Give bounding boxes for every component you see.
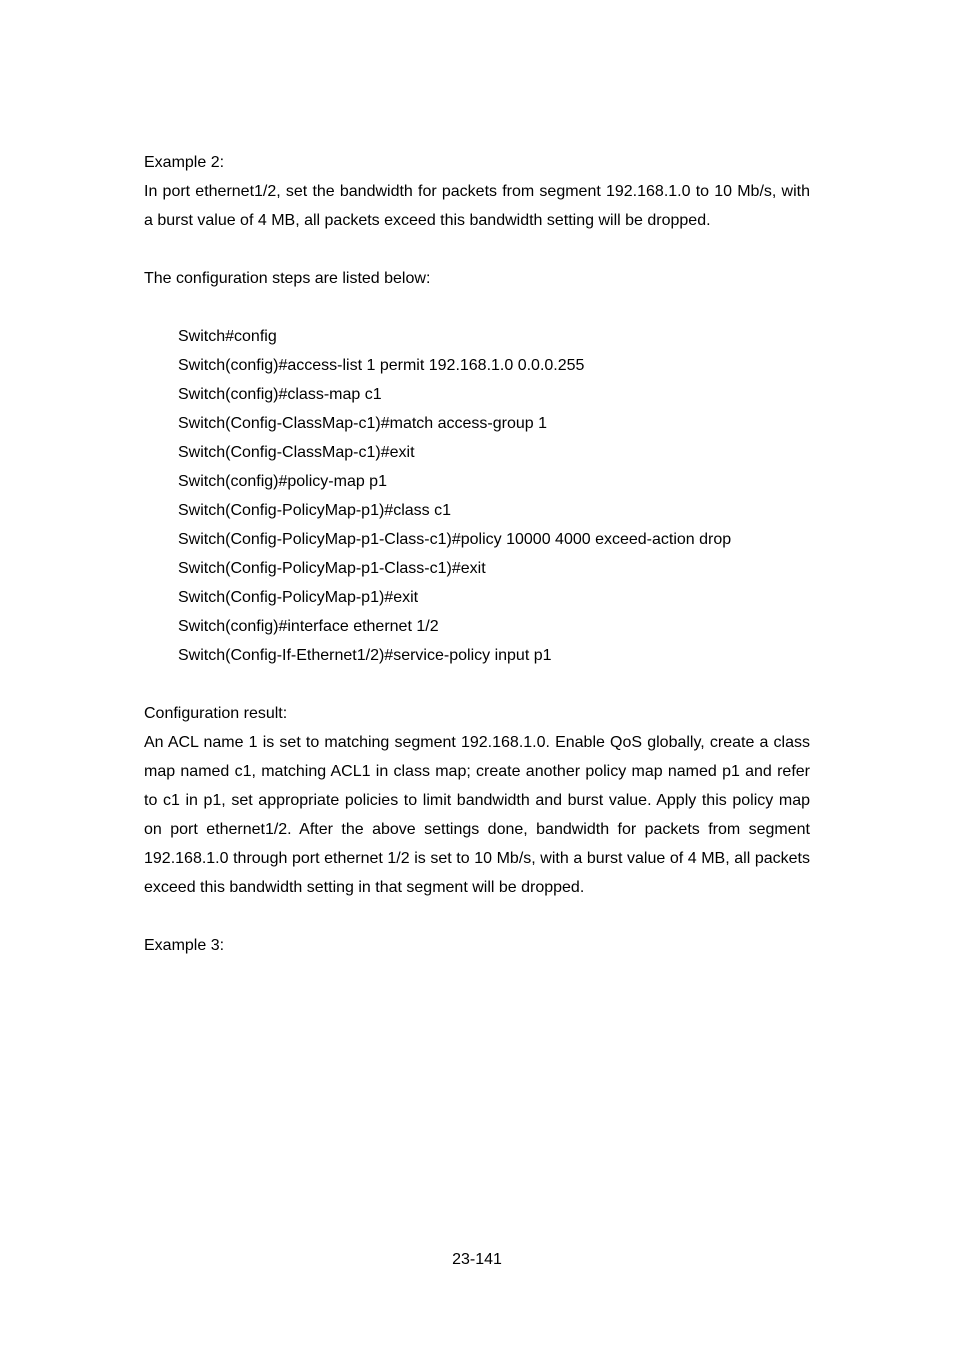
- spacer: [144, 670, 810, 699]
- spacer: [144, 293, 810, 322]
- example2-heading: Example 2:: [144, 154, 225, 171]
- document-body: [144, 148, 810, 960]
- command-line: Switch(Config-PolicyMap-p1)#exit: [178, 589, 419, 606]
- command-line: Switch#config: [178, 328, 277, 345]
- command-line: Switch(config)#policy-map p1: [178, 473, 387, 490]
- example3-heading: Example 3:: [144, 937, 225, 954]
- result-text: An ACL name 1 is set to matching segment 192.168.1.0. Enable QoS globally, create a class map named c1, matching ACL1 in class map; create another policy map named p1 and refer to c1 in p1, set appropriate policies to limit bandwidth and burst value. Apply this policy map on port ethernet1/2. After the above settings done, bandwidth for packets from segment 192.168.1.0 through port ethernet 1/2 is set to 10 Mb/s, with a burst value of 4 MB, all packets exceed this bandwidth setting in that segment will be dropped.: [144, 734, 810, 896]
- result-heading: Configuration result:: [144, 705, 288, 722]
- steps-intro: The configuration steps are listed below:: [144, 270, 431, 287]
- command-line: Switch(config)#class-map c1: [178, 386, 382, 403]
- example2-intro: In port ethernet1/2, set the bandwidth for packets from segment 192.168.1.0 to 10 Mb/s, with a burst value of 4 MB, all packets exceed this bandwidth setting will be dropped.: [144, 183, 810, 229]
- command-line: Switch(Config-PolicyMap-p1-Class-c1)#exit: [178, 560, 486, 577]
- command-line: Switch(Config-ClassMap-c1)#match access-group 1: [178, 415, 548, 432]
- command-line: Switch(config)#access-list 1 permit 192.168.1.0 0.0.0.255: [178, 357, 585, 374]
- command-block: [144, 322, 810, 670]
- command-line: Switch(Config-PolicyMap-p1-Class-c1)#policy 10000 4000 exceed-action drop: [178, 531, 732, 548]
- page-number: 23-141: [452, 1251, 502, 1268]
- command-line: Switch(Config-ClassMap-c1)#exit: [178, 444, 415, 461]
- command-line: Switch(Config-PolicyMap-p1)#class c1: [178, 502, 451, 519]
- command-line: Switch(config)#interface ethernet 1/2: [178, 618, 439, 635]
- spacer: [144, 902, 810, 931]
- command-line: Switch(Config-If-Ethernet1/2)#service-policy input p1: [178, 647, 552, 664]
- spacer: [144, 235, 810, 264]
